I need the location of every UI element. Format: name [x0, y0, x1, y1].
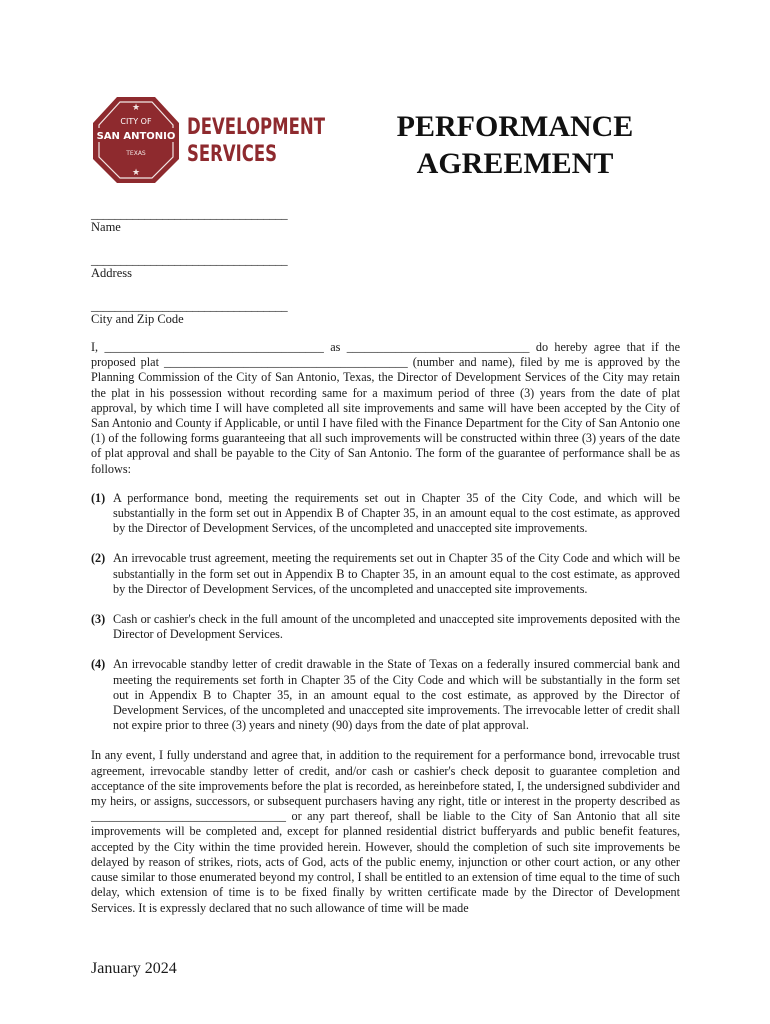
name-label: Name: [91, 220, 121, 234]
item-text: Cash or cashier's check in the full amount of the uncompleted and unaccepted site improvements deposited with the Director of Development Services.: [113, 612, 680, 642]
document-title: [360, 108, 670, 182]
item-number: (3): [91, 612, 106, 627]
city-zip-field[interactable]: [91, 299, 287, 327]
list-item: [91, 612, 680, 642]
city-zip-blank-line[interactable]: _________________________________: [91, 299, 288, 313]
address-blank-line[interactable]: _________________________________: [91, 253, 288, 267]
seal-bottom-text: TEXAS: [126, 150, 146, 157]
footer-date: January 2024: [91, 960, 177, 977]
seal-top-text: CITY OF: [120, 117, 152, 126]
city-seal-icon: [93, 93, 333, 185]
city-zip-label: City and Zip Code: [91, 312, 184, 326]
address-field[interactable]: [91, 253, 287, 281]
item-number: (1): [91, 490, 106, 505]
item-text: A performance bond, meeting the requirements set out in Chapter 35 of the City Code, and which will be substantially in the form set out in Appendix B of Chapter 35, in an amount equal to the cost estimate, as approved by the Director of Development Services, of the uncompleted and unaccepted site improvements.: [113, 490, 680, 536]
development-services-logo: [93, 93, 333, 185]
logo-line2: SERVICES: [187, 142, 277, 167]
logo-line1: DEVELOPMENT: [187, 115, 325, 140]
title-line1: PERFORMANCE: [396, 110, 634, 143]
list-item: [91, 551, 680, 597]
item-number: (4): [91, 657, 106, 672]
title-line2: AGREEMENT: [416, 147, 614, 180]
name-field[interactable]: [91, 207, 287, 235]
item-number: (2): [91, 551, 106, 566]
address-label: Address: [91, 266, 132, 280]
svg-text:★: ★: [131, 168, 141, 178]
agreement-body: [91, 340, 680, 916]
item-text: An irrevocable standby letter of credit drawable in the State of Texas on a federally insured commercial bank and meeting the requirements set forth in Chapter 35 of the City Code and which will be substantially in the form set out in Appendix B to Chapter 35, in an amount equal to the cost estimate, as approved by the Director of Development Services, of the uncompleted and unaccepted site improvements. The irrevocable letter of credit shall not expire prior to three (3) years and ninety (90) days from the date of plat approval.: [113, 657, 680, 733]
svg-text:★: ★: [131, 103, 141, 113]
list-item: [91, 657, 680, 733]
seal-main-text: SAN ANTONIO: [96, 131, 176, 142]
item-text: An irrevocable trust agreement, meeting the requirements set out in Chapter 35 of the City Code and which will be substantially in the form set out in Appendix B to Chapter 35, in an amount equal to the cost estimate, as approved by the Director of Development Services, of the uncompleted and unaccepted site improvements.: [113, 551, 680, 596]
intro-paragraph: I, ____________________________________ as ______________________________ do hereby agree that if the proposed plat ________________________________________ (number and name), filed by me is approved by the Planning Commission of the City of San Antonio, Texas, the Director of Development Services of the City may retain the plat in his possession without recording same for a maximum period of three (3) years from the date of plat approval, by which time I will have completed all site improvements and same will have been accepted by the City of San Antonio and County if Applicable, or until I have filed with the Finance Department for the City of San Antonio one (1) of the following forms guaranteeing that all such improvements will be constructed within three (3) years of the date of plat approval and shall be payable to the City of San Antonio. The form of the guarantee of performance shall be as follows:: [91, 340, 680, 476]
closing-paragraph: In any event, I fully understand and agree that, in addition to the requirement for a performance bond, irrevocable trust agreement, irrevocable standby letter of credit, and/or cash or cashier's check deposit to guarantee completion and acceptance of the site improvements before the plat is recorded, as hereinbefore stated, I, the undersigned subdivider and my heirs, or assigns, successors, or subsequent purchasers having any right, title or interest in the property described as ________________________________ or any part thereof, shall be liable to the City of San Antonio that all site improvements will be completed and, except for planned residential district bufferyards and public benefit features, accepted by the City within the time provided herein. However, should the completion of such site improvements be delayed by reason of strikes, riots, acts of God, acts of the public enemy, injunction or other court action, or any other cause similar to those enumerated beyond my control, I shall be entitled to an extension of time equal to the time of such delay, which extension of time is to be fixed finally by written certificate made by the Director of Development Services. It is expressly declared that no such allowance of time will be made: [91, 748, 680, 915]
name-blank-line[interactable]: _________________________________: [91, 207, 288, 221]
list-item: [91, 491, 680, 537]
